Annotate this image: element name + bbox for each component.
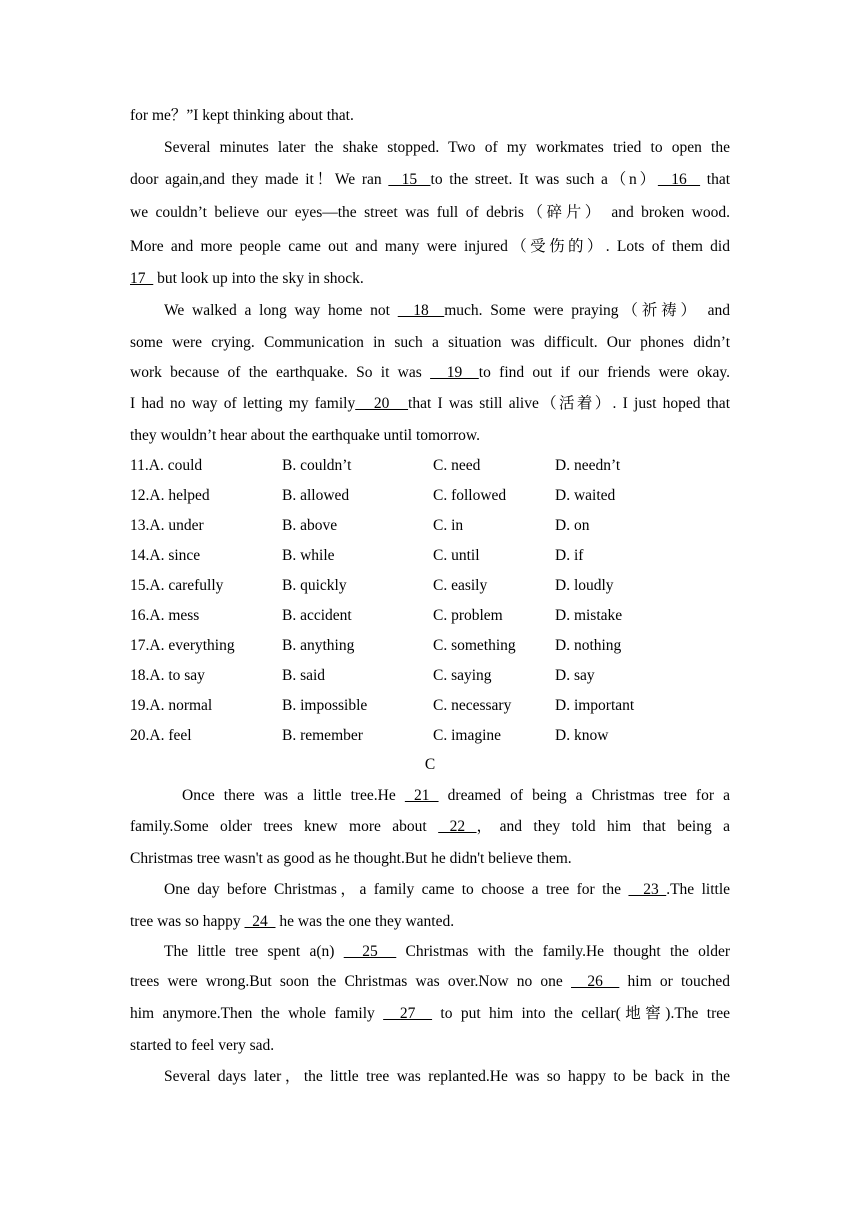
blank-23: 23 bbox=[628, 881, 667, 898]
passage-text: we couldn’t believe our eyes—the street was full of debris（碎片） and broken wood. bbox=[130, 204, 730, 221]
option-c[interactable]: C. until bbox=[433, 547, 480, 564]
question-row bbox=[130, 634, 730, 658]
passage-text: they wouldn’t hear about the earthquake until tomorrow. bbox=[130, 427, 480, 444]
option-c[interactable]: C. easily bbox=[433, 577, 488, 594]
blank-25: 25 bbox=[343, 943, 397, 960]
blank-15: 15 bbox=[388, 171, 431, 188]
passage-text: him or touched bbox=[619, 973, 731, 990]
section-c-heading: C bbox=[424, 756, 436, 773]
passage-text: work because of the earthquake. So it was bbox=[130, 364, 431, 381]
passage-text: dreamed of being a Christmas tree for a bbox=[438, 787, 730, 804]
passage-line bbox=[130, 784, 730, 808]
option-d[interactable]: D. loudly bbox=[555, 577, 614, 594]
passage-line bbox=[130, 424, 730, 448]
option-b[interactable]: B. while bbox=[282, 547, 335, 564]
passage-text: Christmas with the family.He thought the older bbox=[396, 943, 730, 960]
question-row bbox=[130, 514, 730, 538]
option-d[interactable]: D. important bbox=[555, 697, 635, 714]
option-a[interactable]: 15.A. carefully bbox=[130, 577, 224, 594]
passage-text: I had no way of letting my family bbox=[130, 395, 356, 412]
option-a[interactable]: 13.A. under bbox=[130, 517, 204, 534]
option-b[interactable]: B. quickly bbox=[282, 577, 347, 594]
passage-text: some were crying. Communication in such a situation was difficult. Our phones didn’t bbox=[130, 334, 730, 351]
passage-line bbox=[130, 1065, 730, 1089]
section-heading bbox=[130, 753, 730, 777]
option-c[interactable]: C. in bbox=[433, 517, 464, 534]
passage-text: We walked a long way home not bbox=[164, 302, 398, 319]
passage-text: door again,and they made it！We ran bbox=[130, 171, 389, 188]
option-a[interactable]: 11.A. could bbox=[130, 457, 203, 474]
option-b[interactable]: B. above bbox=[282, 517, 338, 534]
option-d[interactable]: D. waited bbox=[555, 487, 616, 504]
blank-18: 18 bbox=[397, 302, 445, 319]
passage-line bbox=[130, 168, 730, 192]
option-d[interactable]: D. on bbox=[555, 517, 590, 534]
option-a[interactable]: 14.A. since bbox=[130, 547, 201, 564]
passage-line bbox=[130, 910, 730, 934]
passage-line bbox=[130, 331, 730, 355]
question-row bbox=[130, 574, 730, 598]
passage-text: .The little bbox=[666, 881, 731, 898]
blank-20: 20 bbox=[355, 395, 409, 412]
blank-17: 17 bbox=[130, 270, 154, 287]
blank-22: 22 bbox=[438, 818, 477, 835]
option-d[interactable]: D. know bbox=[555, 727, 609, 744]
passage-line bbox=[130, 970, 730, 994]
passage-text: to the street. It was such a（n） bbox=[430, 171, 658, 188]
passage-text: trees were wrong.But soon the Christmas was over.Now no one bbox=[130, 973, 572, 990]
option-b[interactable]: B. allowed bbox=[282, 487, 350, 504]
option-a[interactable]: 17.A. everything bbox=[130, 637, 235, 654]
option-b[interactable]: B. said bbox=[282, 667, 326, 684]
passage-line bbox=[130, 136, 730, 160]
blank-24: 24 bbox=[244, 913, 276, 930]
passage-line bbox=[130, 847, 730, 871]
blank-21: 21 bbox=[404, 787, 439, 804]
option-c[interactable]: C. followed bbox=[433, 487, 507, 504]
option-a[interactable]: 16.A. mess bbox=[130, 607, 200, 624]
passage-text: to find out if our friends were okay. bbox=[478, 364, 730, 381]
question-row bbox=[130, 544, 730, 568]
option-d[interactable]: D. if bbox=[555, 547, 584, 564]
option-d[interactable]: D. needn’t bbox=[555, 457, 621, 474]
passage-line bbox=[130, 299, 730, 323]
option-d[interactable]: D. say bbox=[555, 667, 595, 684]
option-c[interactable]: C. problem bbox=[433, 607, 503, 624]
option-a[interactable]: 12.A. helped bbox=[130, 487, 210, 504]
passage-text: Christmas tree wasn't as good as he thought.But he didn't believe them. bbox=[130, 850, 572, 867]
passage-text: tree was so happy bbox=[130, 913, 245, 930]
option-c[interactable]: C. saying bbox=[433, 667, 492, 684]
option-c[interactable]: C. necessary bbox=[433, 697, 512, 714]
passage-line bbox=[130, 104, 730, 128]
passage-text: family.Some older trees knew more about bbox=[130, 818, 439, 835]
passage-line bbox=[130, 878, 730, 902]
blank-26: 26 bbox=[571, 973, 620, 990]
passage-text: much. Some were praying（祈祷） and bbox=[444, 302, 731, 319]
blank-19: 19 bbox=[430, 364, 479, 381]
question-row bbox=[130, 664, 730, 688]
option-b[interactable]: B. couldn’t bbox=[282, 457, 352, 474]
passage-text: that bbox=[700, 171, 731, 188]
option-b[interactable]: B. impossible bbox=[282, 697, 368, 714]
passage-text: Once there was a little tree.He bbox=[182, 787, 405, 804]
option-d[interactable]: D. mistake bbox=[555, 607, 623, 624]
option-b[interactable]: B. accident bbox=[282, 607, 352, 624]
question-row bbox=[130, 694, 730, 718]
passage-text: but look up into the sky in shock. bbox=[153, 270, 364, 287]
passage-line bbox=[130, 361, 730, 385]
passage-text: One day before Christmas，a family came to choose a tree for the bbox=[164, 881, 629, 898]
option-a[interactable]: 19.A. normal bbox=[130, 697, 213, 714]
passage-text: started to feel very sad. bbox=[130, 1037, 275, 1054]
passage-line bbox=[130, 235, 730, 259]
passage-text: The little tree spent a(n) bbox=[164, 943, 344, 960]
passage-text: More and more people came out and many were injured（受伤的）. Lots of them did bbox=[130, 238, 730, 255]
passage-line bbox=[130, 392, 730, 416]
passage-line bbox=[130, 267, 730, 291]
passage-line bbox=[130, 1034, 730, 1058]
option-b[interactable]: B. remember bbox=[282, 727, 363, 744]
passage-text: that I was still alive（活着）. I just hoped that bbox=[408, 395, 730, 412]
blank-16: 16 bbox=[657, 171, 701, 188]
passage-text: ，and they told him that being a bbox=[476, 818, 730, 835]
option-c[interactable]: C. imagine bbox=[433, 727, 502, 744]
passage-line bbox=[130, 815, 730, 839]
option-c[interactable]: C. need bbox=[433, 457, 481, 474]
passage-text: him anymore.Then the whole family bbox=[130, 1005, 384, 1022]
option-d[interactable]: D. nothing bbox=[555, 637, 622, 654]
option-a[interactable]: 20.A. feel bbox=[130, 727, 192, 744]
passage-text: to put him into the cellar(地窖).The tree bbox=[432, 1005, 730, 1022]
passage-line bbox=[130, 940, 730, 964]
question-row bbox=[130, 484, 730, 508]
passage-text: Several days later，the little tree was replanted.He was so happy to be back in the bbox=[164, 1068, 730, 1085]
option-a[interactable]: 18.A. to say bbox=[130, 667, 205, 684]
question-row bbox=[130, 454, 730, 478]
passage-line bbox=[130, 201, 730, 225]
passage-text: for me？”I kept thinking about that. bbox=[130, 107, 354, 124]
passage-line bbox=[130, 1002, 730, 1026]
passage-text: he was the one they wanted. bbox=[275, 913, 455, 930]
option-b[interactable]: B. anything bbox=[282, 637, 355, 654]
question-row bbox=[130, 724, 730, 748]
question-row bbox=[130, 604, 730, 628]
blank-27: 27 bbox=[383, 1005, 433, 1022]
passage-text: Several minutes later the shake stopped. Two of my workmates tried to open the bbox=[164, 139, 730, 156]
option-c[interactable]: C. something bbox=[433, 637, 516, 654]
